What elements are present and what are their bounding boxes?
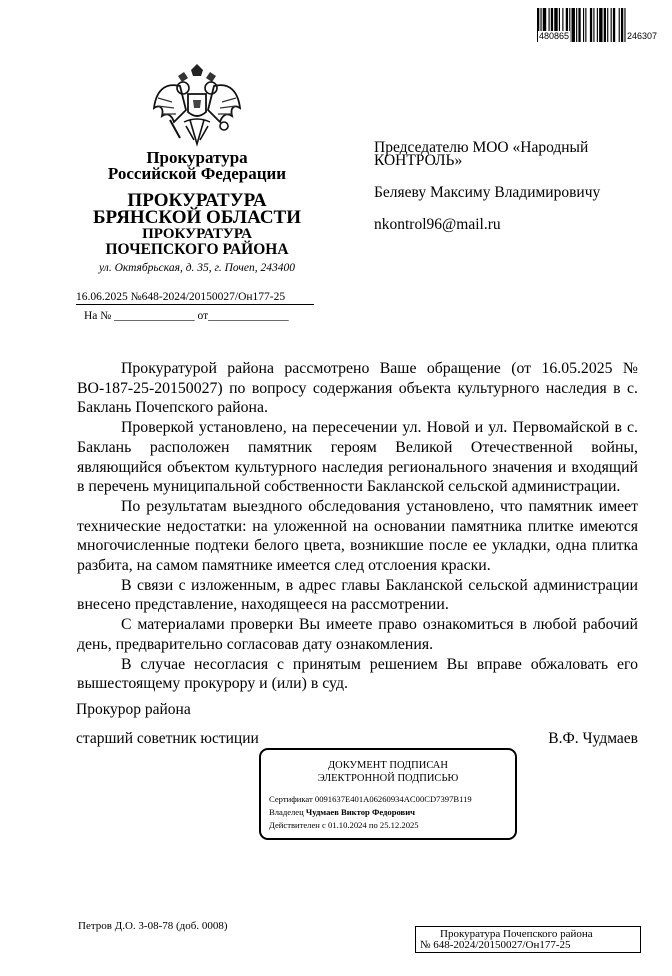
certificate-value: 0091637E401A06260934AC00CD7397B119: [314, 794, 472, 804]
letterhead-line-6: ПОЧЕПСКОГО РАЙОНА: [105, 241, 289, 258]
validity-to-label: по: [368, 820, 378, 830]
footer-box-number-sign: №: [420, 939, 431, 951]
validity-from: 01.10.2024: [328, 820, 367, 830]
barcode-bar: [619, 8, 620, 42]
body-paragraph: По результатам выездного обследования установлено, что памятник имеет технические недостатки: на уложенной на основании памятника плитке имеются многочисленные подтеки белого цвета, возникшие после ее укладки, одна плитка разбита, на самом памятнике имеется след отслоения краски.: [77, 497, 638, 575]
letterhead-line-3: ПРОКУРАТУРА: [127, 190, 267, 211]
barcode-bar: [576, 8, 577, 42]
body-paragraph: Прокуратурой района рассмотрено Ваше обращение (от 16.05.2025 № ВО-187-25-20150027) по вопросу содержания объекта культурного наследия в с. Баклань Почепского района.: [77, 360, 638, 417]
barcode-bar: [583, 8, 584, 42]
footer-box-number: 648-2024/20150027/Он177-25: [433, 939, 571, 951]
reference-line: [84, 310, 289, 323]
from-label: от: [197, 310, 209, 322]
barcode-bar: [590, 8, 592, 42]
stamp-certificate-row: [269, 793, 515, 806]
validity-from-label: с: [322, 820, 326, 830]
body-paragraph: В случае несогласия с принятым решением Вы вправе обжаловать его вышестоящему прокурору и (или) в суд.: [77, 655, 638, 693]
registration-line: [76, 291, 285, 304]
barcode-bar: [621, 8, 623, 42]
barcode-bar: [597, 8, 598, 42]
reference-blank: ______________: [114, 310, 195, 322]
russian-coat-of-arms-icon: [150, 64, 244, 148]
stamp-validity-row: [269, 819, 515, 832]
owner-label: Владелец: [269, 807, 304, 817]
stamp-title-2: ЭЛЕКТРОННОЙ ПОДПИСЬЮ: [317, 773, 459, 784]
body-paragraph: Проверкой установлено, на пересечении ул. Новой и ул. Первомайской в с. Баклань расположен памятник героям Великой Отечественной войны, являющийся объектом культурного наследия регионального значения и входящий в перечень муниципальной собственности Бакланской сельской администрации.: [77, 419, 638, 496]
certificate-label: Сертификат: [269, 794, 313, 804]
validity-to: 25.12.2025: [379, 820, 419, 830]
recipient-email: nkontrol96@mail.ru: [374, 216, 501, 233]
registration-number-sign: №: [130, 291, 142, 303]
letterhead-address: ул. Октябрьская, д. 35, г. Почеп, 243400: [99, 262, 295, 274]
signatory-position: Прокурор района: [76, 701, 191, 718]
barcode-bar: [611, 8, 612, 42]
barcode-bar: [578, 8, 580, 42]
barcode-left-number: 480865: [539, 31, 570, 41]
barcode-bar: [613, 8, 615, 42]
signatory-rank: старший советник юстиции: [76, 730, 259, 747]
footer-box-number-row: [420, 940, 640, 951]
barcode-right-number: 246307: [626, 31, 657, 41]
barcode-bar: [599, 8, 602, 42]
barcode-bar: [585, 8, 586, 42]
barcode-bar: [572, 8, 575, 42]
recipient-position-line-2: КОНТРОЛЬ»: [374, 152, 463, 169]
executor-contact: Петров Д.О. 3-08-78 (доб. 0008): [78, 920, 228, 932]
validity-label: Действителен: [269, 820, 320, 830]
body-paragraph: В связи с изложенным, в адрес главы Бакланской сельской администрации внесено представление, находящееся на рассмотрении.: [77, 576, 638, 614]
recipient-position-line-1: Председателю МОО «Народный: [374, 139, 589, 156]
footer-box-organization: Прокуратура Почепского района: [440, 928, 593, 940]
registration-number: 648-2024/20150027/Он177-25: [141, 291, 286, 303]
letterhead-line-2: Российской Федерации: [107, 164, 287, 183]
recipient-name: Беляеву Максиму Владимировичу: [374, 184, 601, 201]
stamp-owner-row: [269, 806, 515, 819]
body-paragraph: С материалами проверки Вы имеете право ознакомиться в любой рабочий день, предварительно согласовав дату ознакомления.: [77, 616, 638, 653]
letterhead: [72, 150, 322, 275]
barcode-bar: [607, 8, 608, 42]
registration-date: 16.06.2025: [76, 291, 128, 303]
from-blank: ______________: [208, 310, 289, 322]
electronic-signature-stamp: [259, 748, 517, 840]
barcode: [536, 8, 662, 44]
registration-underline: [76, 304, 314, 305]
footer-registration-box: [415, 926, 641, 953]
barcode-bar: [604, 8, 606, 42]
barcode-bar: [593, 8, 594, 42]
signatory-name: В.Ф. Чудмаев: [548, 730, 638, 747]
owner-value: Чудмаев Виктор Федорович: [305, 807, 415, 817]
recipient-block: [374, 141, 654, 233]
reference-label: На №: [84, 310, 112, 322]
letterhead-line-4: БРЯНСКОЙ ОБЛАСТИ: [92, 207, 302, 228]
letterhead-line-5: ПРОКУРАТУРА: [142, 226, 252, 242]
stamp-title-1: ДОКУМЕНТ ПОДПИСАН: [328, 760, 448, 771]
letter-body: [77, 359, 638, 694]
letterhead-line-1: Прокуратура: [146, 148, 248, 167]
